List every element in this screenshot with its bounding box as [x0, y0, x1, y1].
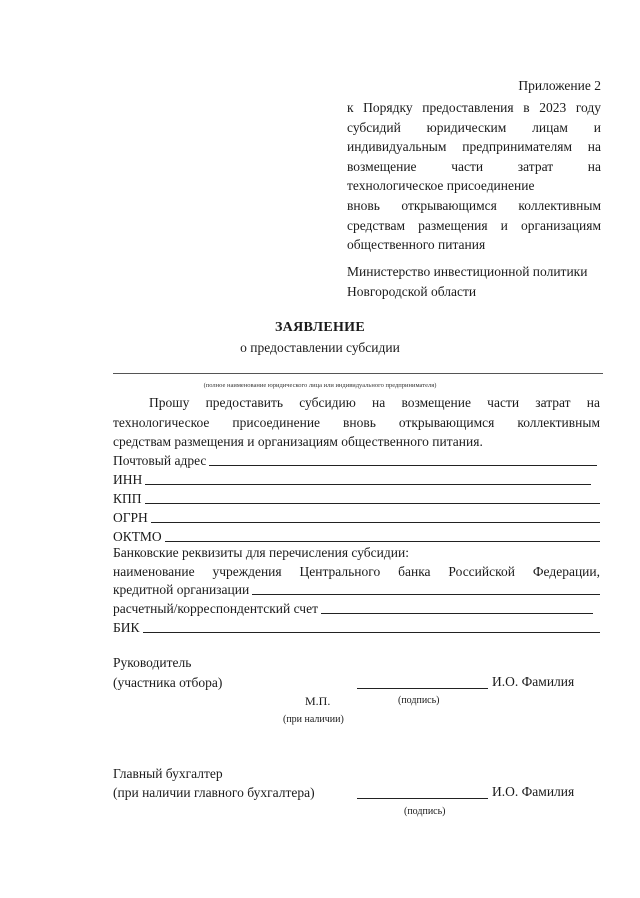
bank-institution-line: наименование учреждения Центрального банка Российской Федерации,: [113, 564, 600, 579]
credit-org-row: [113, 580, 600, 598]
inn-field[interactable]: [145, 484, 591, 485]
stamp-label: М.П.: [305, 694, 331, 708]
accountant-subtitle: (при наличии главного бухгалтера): [113, 785, 315, 800]
annex-title: Приложение 2: [518, 78, 601, 93]
head-title: Руководитель: [113, 655, 192, 670]
postal-address-row: [113, 451, 597, 469]
addressee: [347, 262, 609, 302]
bik-label: БИК: [113, 620, 140, 635]
addressee-line: Новгородской области: [347, 284, 477, 299]
annex-line: субсидий юридическим лицам и: [347, 119, 601, 135]
account-field[interactable]: [321, 613, 593, 614]
request-line: Прошу предоставить субсидию на возмещение части затрат на: [149, 395, 600, 410]
annex-line: вновь открывающимся коллективным: [347, 197, 601, 213]
ogrn-field[interactable]: [151, 522, 600, 523]
head-name: И.О. Фамилия: [492, 674, 575, 689]
bik-field[interactable]: [143, 632, 600, 633]
bank-institution-text: [113, 562, 600, 582]
annex-line: технологическое присоединение: [347, 178, 535, 194]
bank-details-heading: Банковские реквизиты для перечисления субсидии:: [113, 545, 409, 560]
inn-label: ИНН: [113, 472, 143, 487]
annex-line: общественного питания: [347, 237, 486, 253]
accountant-name: И.О. Фамилия: [492, 784, 575, 799]
ogrn-label: ОГРН: [113, 510, 148, 525]
annex-description: [347, 98, 601, 255]
inn-row: [113, 470, 591, 488]
applicant-name-caption: (полное наименование юридического лица или индивидуального предпринимателя): [203, 382, 437, 389]
head-signature-field[interactable]: [357, 688, 488, 689]
accountant-signature-field[interactable]: [357, 798, 488, 799]
stamp-note: (при наличии): [283, 714, 344, 725]
request-paragraph: [113, 393, 600, 452]
ogrn-row: [113, 508, 600, 526]
oktmo-row: [113, 527, 600, 545]
request-line: технологическое присоединение вновь открывающимся коллективным: [113, 414, 600, 430]
annex-line: возмещение части затрат на: [347, 158, 601, 174]
account-label: расчетный/корреспондентский счет: [113, 601, 318, 616]
accountant-signature-caption: (подпись): [404, 806, 446, 817]
postal-address-field[interactable]: [209, 465, 597, 466]
head-subtitle: (участника отбора): [113, 675, 223, 690]
bik-row: [113, 618, 600, 636]
oktmo-field[interactable]: [165, 541, 600, 542]
credit-org-field[interactable]: [252, 594, 600, 595]
kpp-label: КПП: [113, 491, 142, 506]
kpp-field[interactable]: [145, 503, 600, 504]
addressee-line: Министерство инвестиционной политики: [347, 264, 588, 279]
credit-org-label: кредитной организации: [113, 582, 250, 597]
annex-line: индивидуальным предпринимателям на: [347, 139, 601, 155]
accountant-title: Главный бухгалтер: [113, 766, 223, 781]
account-row: [113, 599, 593, 617]
annex-line: к Порядку предоставления в 2023 году: [347, 100, 601, 115]
kpp-row: [113, 489, 600, 507]
head-signature-caption: (подпись): [398, 695, 440, 706]
request-line: средствам размещения и организациям общественного питания.: [113, 434, 483, 450]
document-subtitle: о предоставлении субсидии: [240, 340, 400, 355]
applicant-name-field[interactable]: [113, 373, 603, 374]
postal-address-label: Почтовый адрес: [113, 453, 207, 468]
annex-line: средствам размещения и организациям: [347, 217, 601, 233]
oktmo-label: ОКТМО: [113, 529, 162, 544]
document-title: ЗАЯВЛЕНИЕ: [274, 320, 365, 335]
